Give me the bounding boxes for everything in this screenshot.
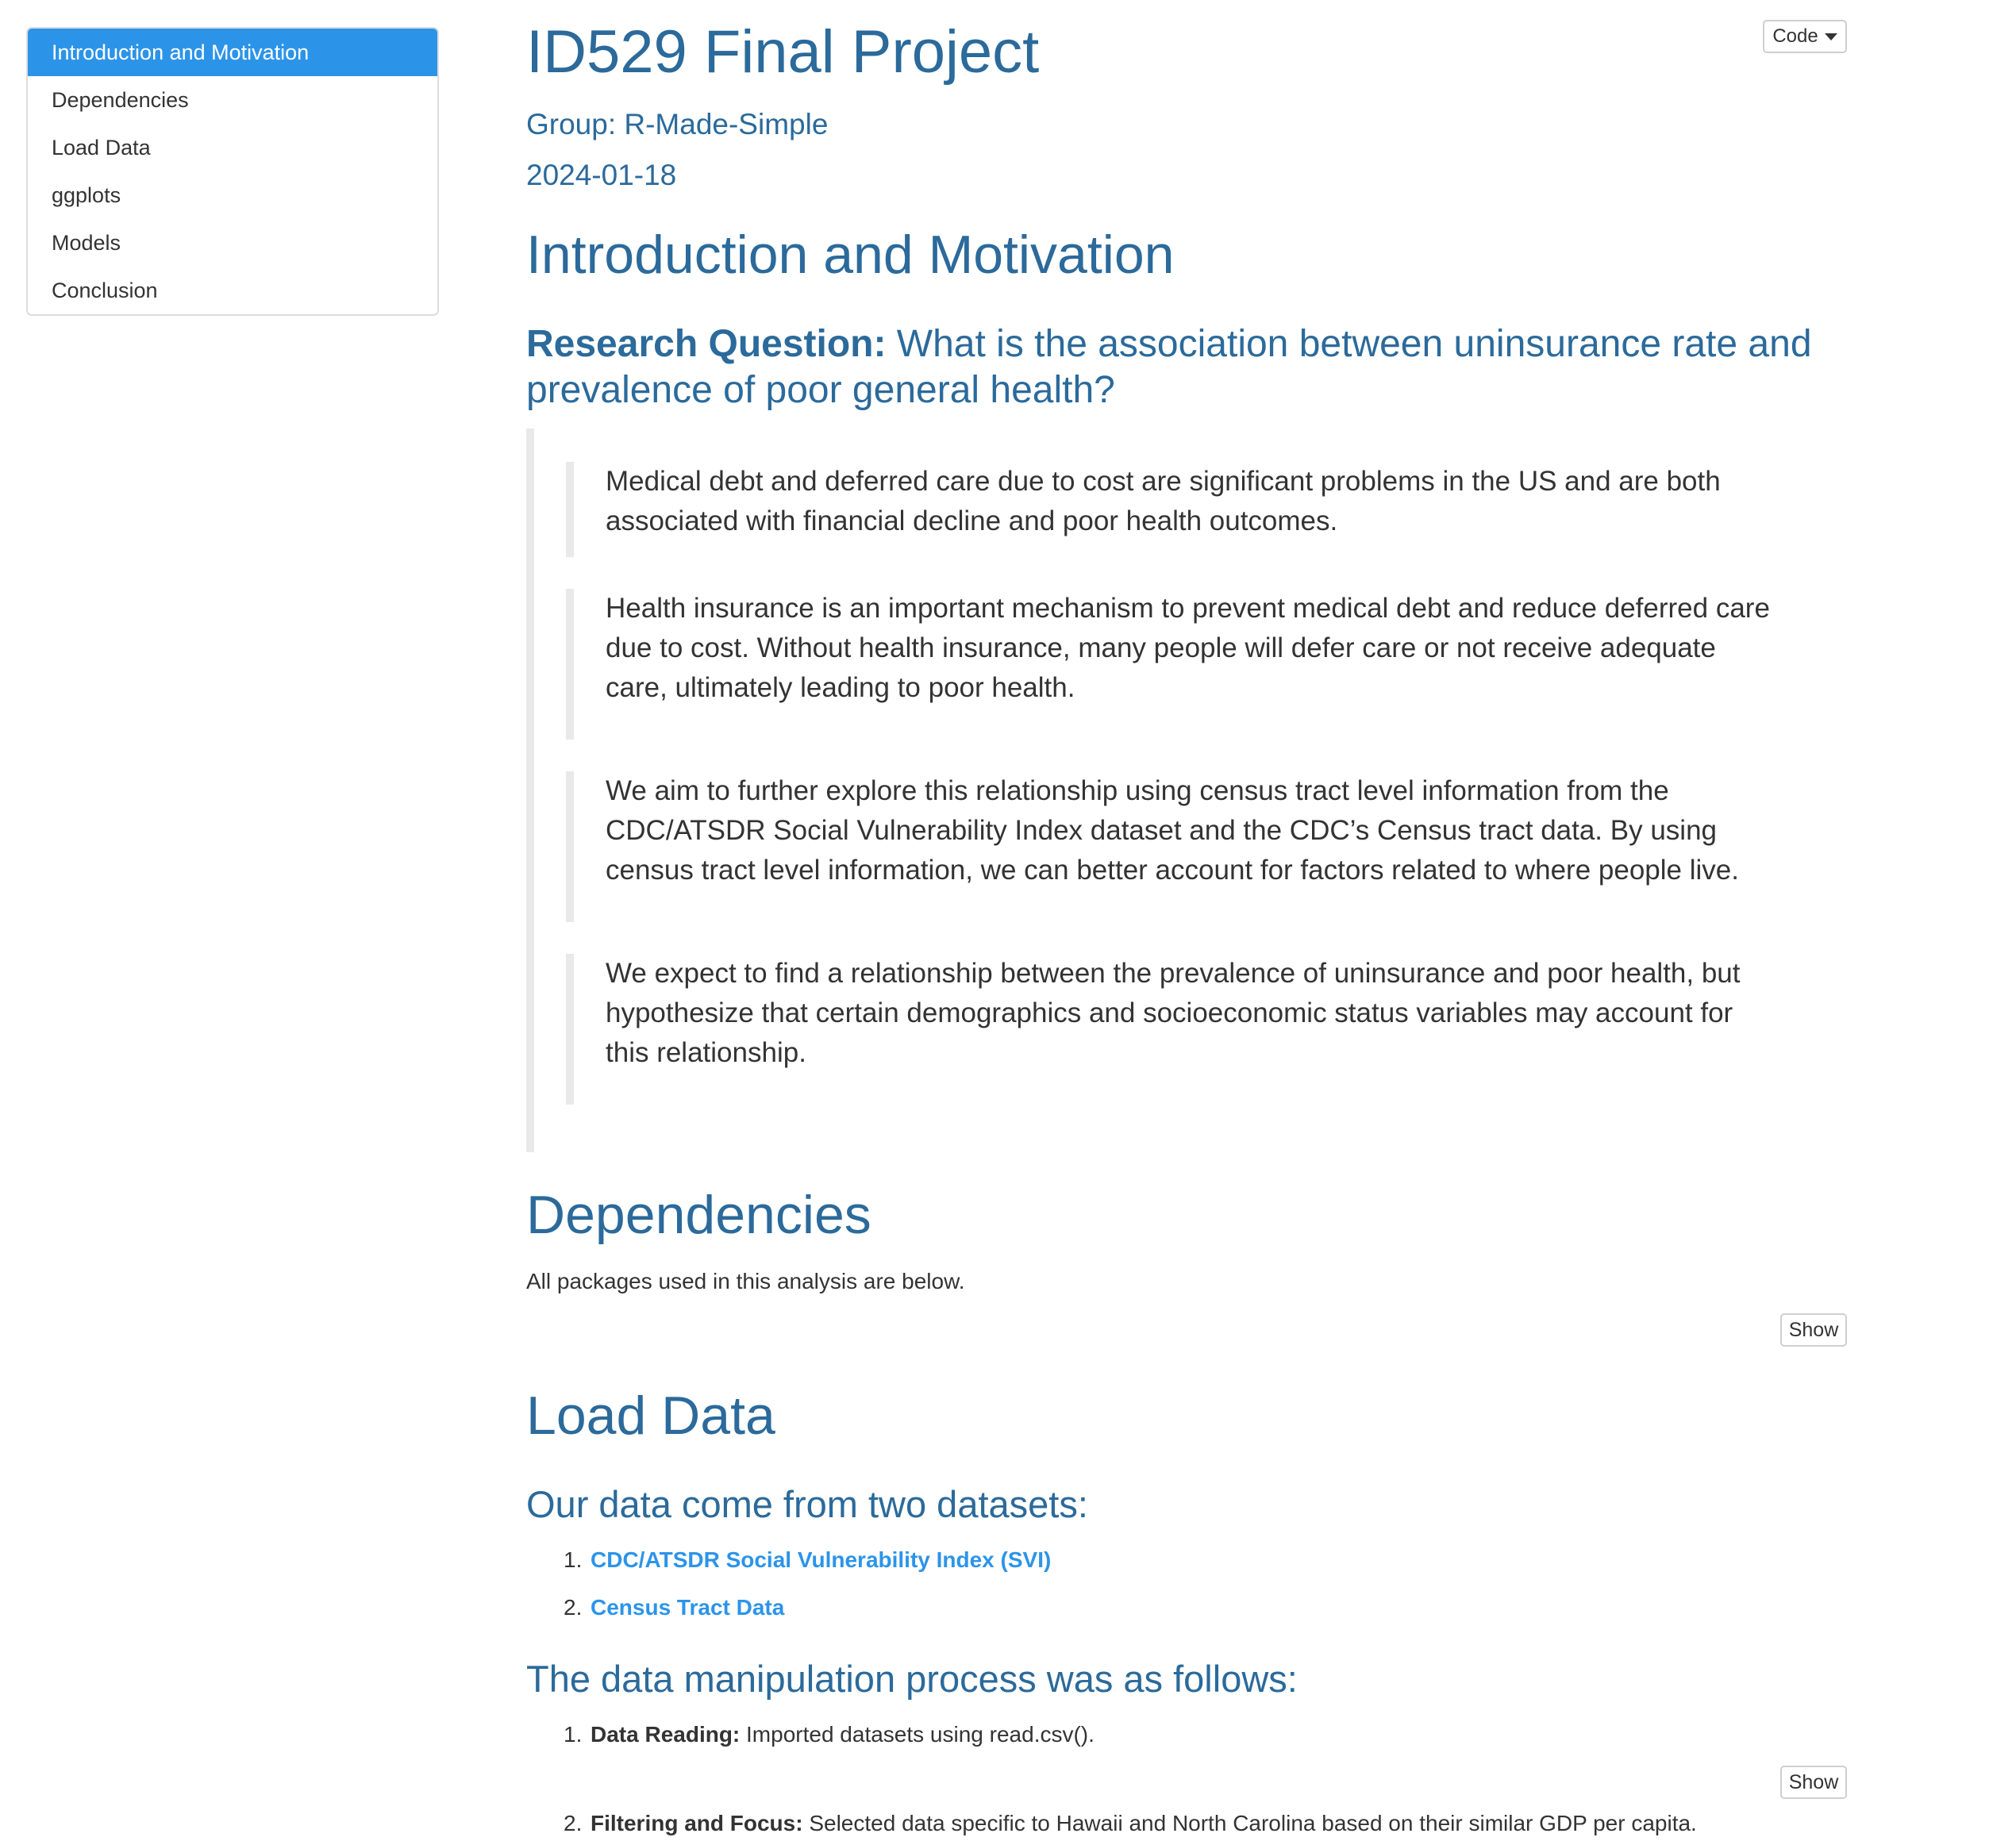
quote-text: We aim to further explore this relationship using census tract level information from the CDC/ATSDR Social Vulnerability Index dataset and the CDC’s Census tract data. By using census tract level information, we can better account for factors related to where people live. <box>606 775 1739 886</box>
page-title: ID529 Final Project <box>526 18 1040 86</box>
group-subtitle: Group: R-Made-Simple <box>526 108 829 140</box>
toc-item-models[interactable]: Models <box>52 231 121 255</box>
toc-sidebar <box>26 27 439 316</box>
dependencies-show-button[interactable]: Show <box>1780 1313 1847 1347</box>
list-number: 2. <box>564 1811 583 1835</box>
list-item <box>564 1547 1051 1573</box>
code-button-label: Code <box>1772 25 1818 47</box>
step-label: Data Reading: <box>591 1722 741 1747</box>
list-number: 1. <box>564 1547 583 1572</box>
load-data-heading: Load Data <box>526 1386 775 1446</box>
quote-hypothesis <box>566 954 1780 1105</box>
toc-item-load-data[interactable]: Load Data <box>52 136 151 160</box>
research-question-label: Research Question: <box>526 323 887 365</box>
list-number: 2. <box>564 1595 583 1620</box>
toc-item-ggplots[interactable]: ggplots <box>52 183 121 207</box>
quote-medical-debt <box>566 462 1780 557</box>
research-question <box>526 321 1860 413</box>
toc-item-introduction[interactable]: Introduction and Motivation <box>28 29 437 76</box>
list-item <box>564 1722 1095 1747</box>
toc-item-conclusion[interactable]: Conclusion <box>52 279 158 302</box>
step-text: Selected data specific to Hawaii and North Carolina based on their similar GDP per capita. <box>802 1811 1697 1835</box>
list-item <box>564 1595 784 1620</box>
step-text: Imported datasets using read.csv(). <box>740 1722 1095 1747</box>
toc-item-dependencies[interactable]: Dependencies <box>52 88 189 112</box>
caret-down-icon <box>1825 33 1837 40</box>
quote-aim <box>566 771 1780 922</box>
intro-heading: Introduction and Motivation <box>526 225 1175 285</box>
census-tract-link[interactable]: Census Tract Data <box>591 1595 785 1620</box>
datasets-subheading: Our data come from two datasets: <box>526 1483 1088 1525</box>
dependencies-heading: Dependencies <box>526 1185 871 1245</box>
data-reading-show-button[interactable]: Show <box>1780 1766 1847 1799</box>
outer-blockquote-bar <box>526 429 534 1152</box>
quote-health-insurance <box>566 589 1780 740</box>
quote-text: Medical debt and deferred care due to cost are significant problems in the US and are both associated with financial decline and poor health outcomes. <box>606 466 1721 536</box>
process-subheading: The data manipulation process was as follows: <box>526 1658 1298 1700</box>
svi-dataset-link[interactable]: CDC/ATSDR Social Vulnerability Index (SVI) <box>591 1547 1052 1572</box>
list-number: 1. <box>564 1722 583 1747</box>
quote-text: We expect to find a relationship between the prevalence of uninsurance and poor health, but hypothesize that certain demographics and socioeconomic status variables may account for this relationship. <box>606 958 1741 1068</box>
code-dropdown-button[interactable] <box>1763 20 1847 53</box>
research-question-text: What is the association between uninsurance rate and prevalence of poor general health? <box>526 323 1812 411</box>
quote-text: Health insurance is an important mechanism to prevent medical debt and reduce deferred care due to cost. Without health insurance, many people will defer care or not receive adequate care, ultimately leading to poor health. <box>606 593 1770 703</box>
list-item <box>564 1811 1697 1836</box>
date-subtitle: 2024-01-18 <box>526 159 677 191</box>
step-label: Filtering and Focus: <box>591 1811 803 1835</box>
dependencies-text: All packages used in this analysis are below. <box>526 1269 965 1293</box>
